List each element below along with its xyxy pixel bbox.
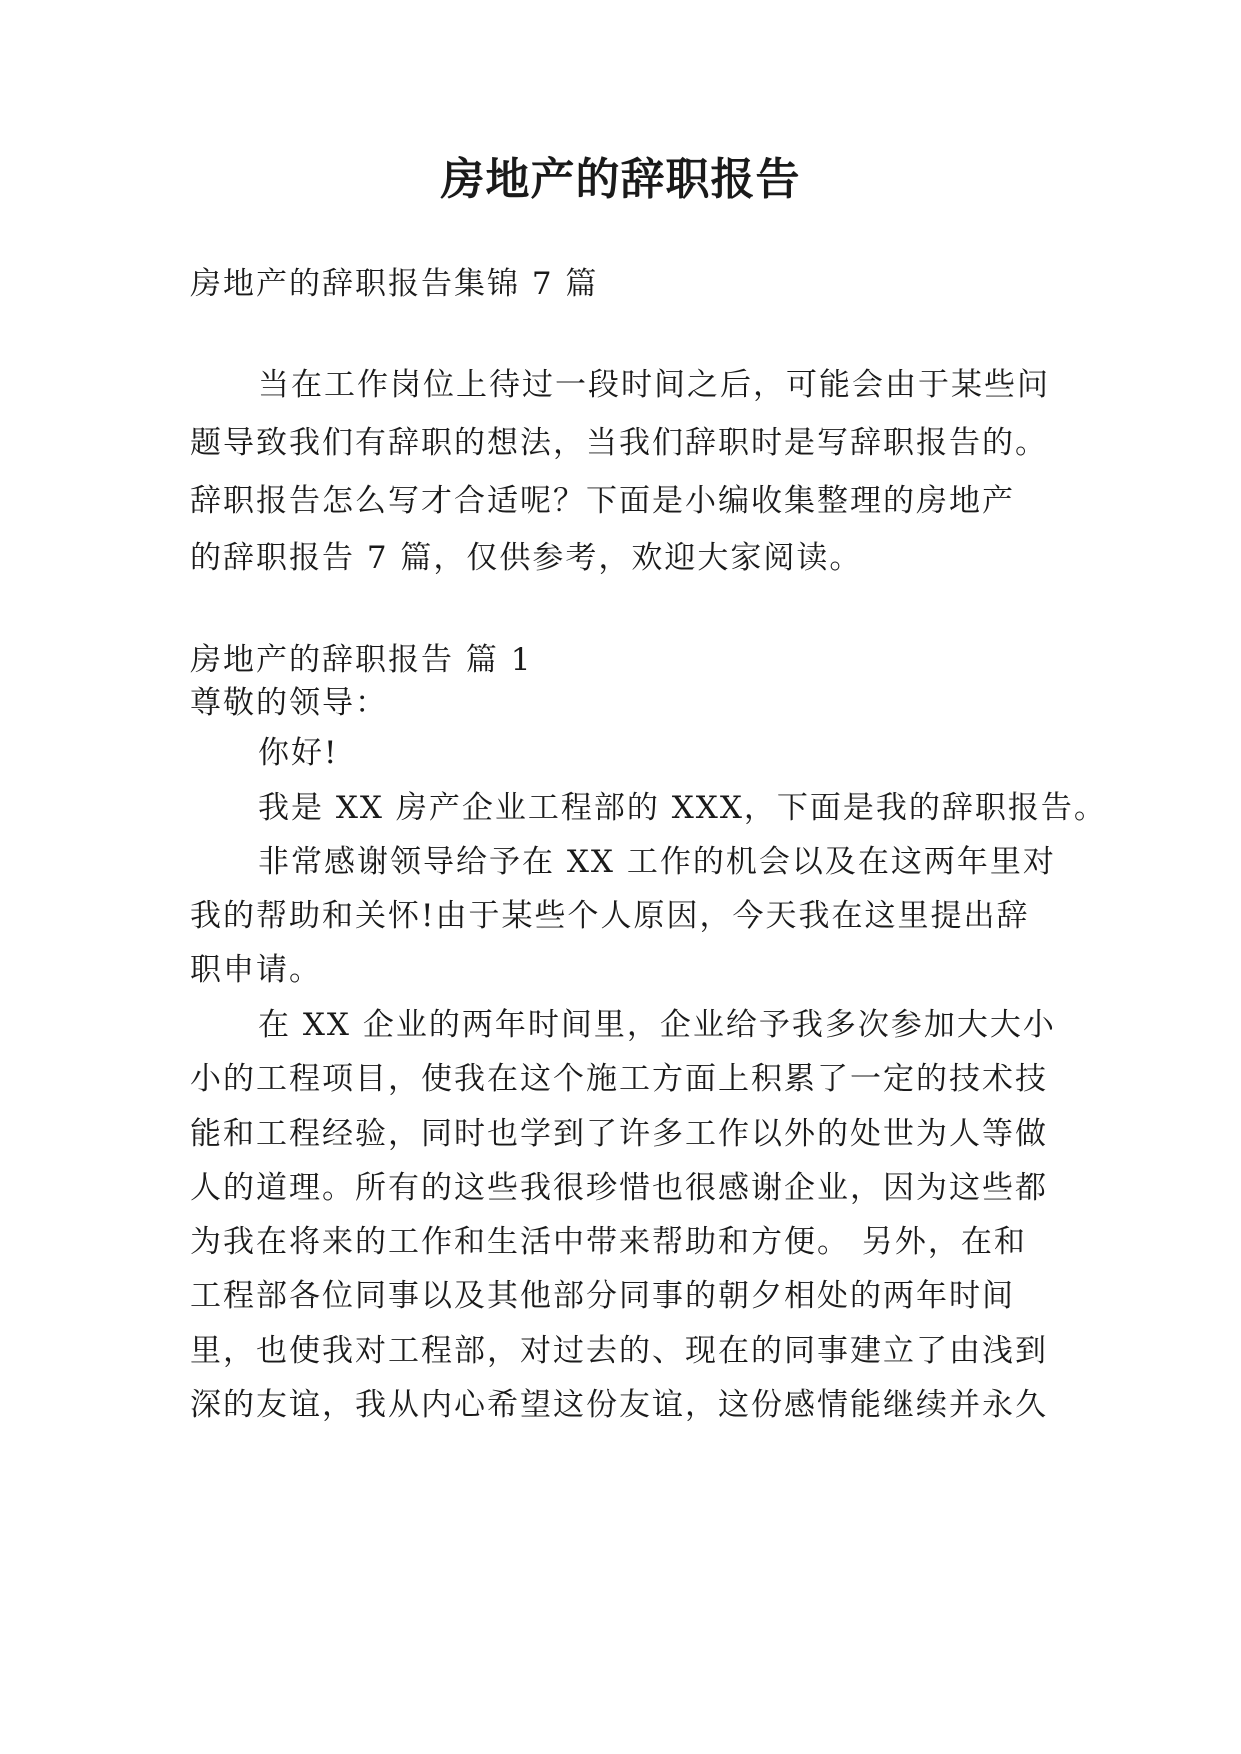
- body-line: 里，也使我对工程部，对过去的、现在的同事建立了由浅到: [190, 1333, 1048, 1369]
- body-line: 能和工程经验，同时也学到了许多工作以外的处世为人等做: [190, 1116, 1048, 1152]
- body-line: 在 XX 企业的两年时间里，企业给予我多次参加大大小: [258, 1007, 1056, 1043]
- section-heading: 房地产的辞职报告 篇 1: [190, 642, 533, 678]
- intro-line: 辞职报告怎么写才合适呢？下面是小编收集整理的房地产: [190, 483, 1015, 519]
- intro-line: 题导致我们有辞职的想法，当我们辞职时是写辞职报告的。: [190, 425, 1048, 461]
- body-line: 工程部各位同事以及其他部分同事的朝夕相处的两年时间: [190, 1278, 1015, 1314]
- intro-line: 的辞职报告 7 篇，仅供参考，欢迎大家阅读。: [190, 540, 863, 576]
- body-line: 我的帮助和关怀!由于某些个人原因，今天我在这里提出辞: [190, 898, 1030, 934]
- body-line: 小的工程项目，使我在这个施工方面上积累了一定的技术技: [190, 1061, 1048, 1097]
- salutation: 尊敬的领导：: [190, 685, 388, 721]
- body-line: 非常感谢领导给予在 XX 工作的机会以及在这两年里对: [258, 844, 1056, 880]
- body-line: 我是 XX 房产企业工程部的 XXX，下面是我的辞职报告。: [258, 790, 1107, 826]
- document-title: 房地产的辞职报告: [440, 154, 801, 205]
- document-subtitle: 房地产的辞职报告集锦 7 篇: [190, 266, 599, 302]
- body-line: 深的友谊，我从内心希望这份友谊，这份感情能继续并永久: [190, 1387, 1048, 1423]
- intro-line: 当在工作岗位上待过一段时间之后，可能会由于某些问: [258, 367, 1050, 403]
- body-line: 为我在将来的工作和生活中带来帮助和方便。 另外，在和: [190, 1224, 1027, 1260]
- body-line: 职申请。: [190, 952, 322, 988]
- greeting: 你好!: [258, 735, 339, 771]
- body-line: 人的道理。所有的这些我很珍惜也很感谢企业，因为这些都: [190, 1170, 1048, 1206]
